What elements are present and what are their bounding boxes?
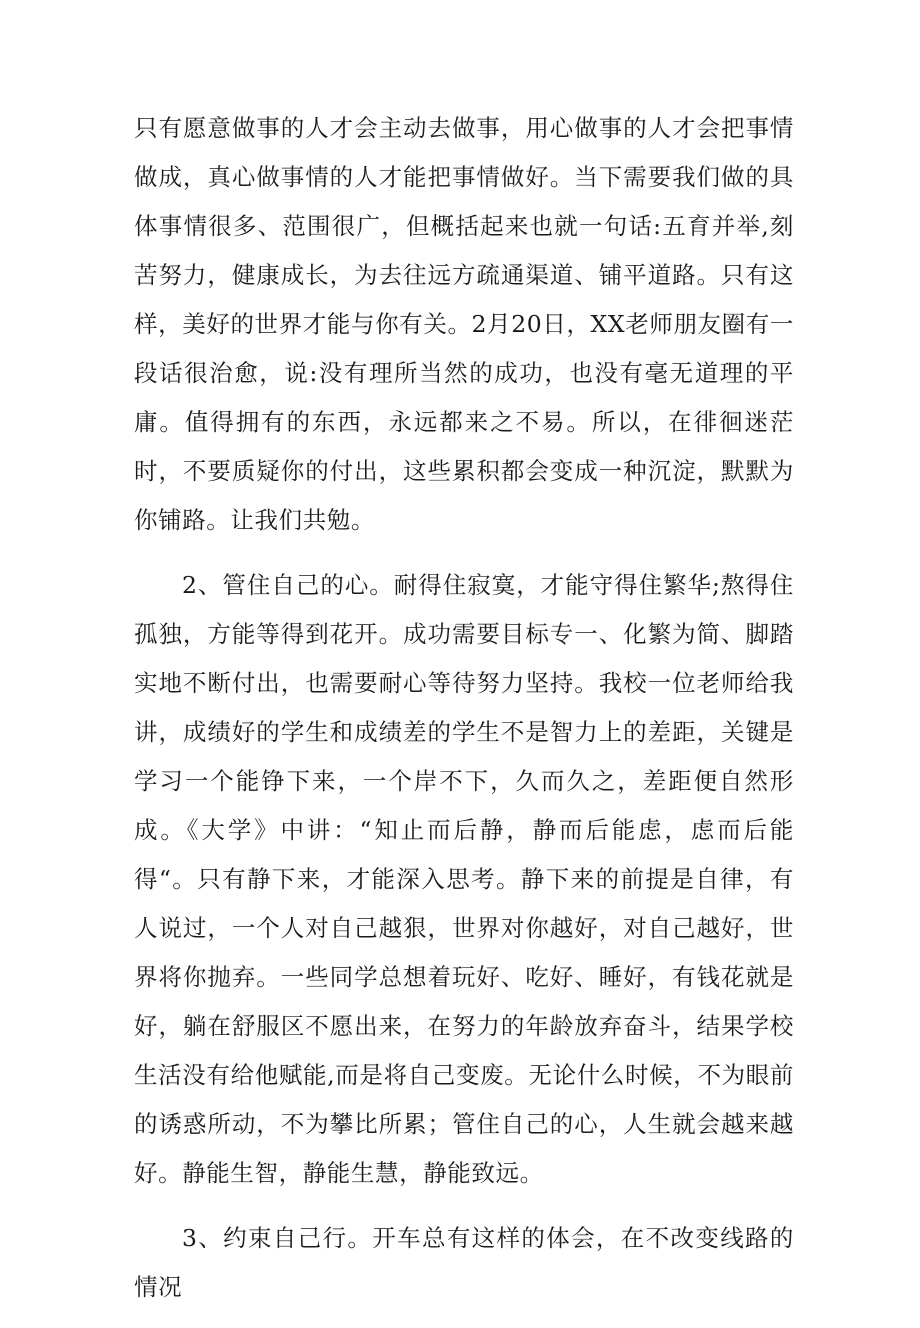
paragraph-2: 2、管住自己的心。耐得住寂寞，才能守得住繁华;熬得住孤独，方能等得到花开。成功需要目标专一、化繁为简、脚踏实地不断付出，也需要耐心等待努力坚持。我校一位老师给我讲，成绩好的学生和成绩差的学生不是智力上的差距，关键是学习一个能铮下来，一个岸不下，久而久之，差距便自然形成。《大学》中讲：“知止而后静，静而后能虑，虑而后能得“。只有静下来，才能深入思考。静下来的前提是自律，有人说过，一个人对自己越狠，世界对你越好，对自己越好，世界将你抛弃。一些同学总想着玩好、吃好、睡好，有钱花就是好，躺在舒服区不愿出来，在努力的年龄放弃奋斗，结果学校生活没有给他赋能,而是将自己变废。无论什么时候，不为眼前的诱惑所动，不为攀比所累；管住自己的心，人生就会越来越好。静能生智，静能生慧，静能致远。 xyxy=(134,571,794,1187)
document-body xyxy=(134,104,794,1328)
paragraph-1: 只有愿意做事的人才会主动去做事，用心做事的人才会把事情做成，真心做事情的人才能把事情做好。当下需要我们做的具体事情很多、范围很广，但概括起来也就一句话:五育并举,刻苦努力，健康成长，为去往远方疏通渠道、铺平道路。只有这样，美好的世界才能与你有关。2月20日，XX老师朋友圈有一段话很治愈，说:没有理所当然的成功，也没有毫无道理的平庸。值得拥有的东西，永远都来之不易。所以，在徘徊迷茫时，不要质疑你的付出，这些累积都会变成一种沉淀，默默为你铺路。让我们共勉。 xyxy=(134,114,794,534)
paragraph-3: 3、约束自己行。开车总有这样的体会，在不改变线路的情况 xyxy=(134,1224,794,1301)
